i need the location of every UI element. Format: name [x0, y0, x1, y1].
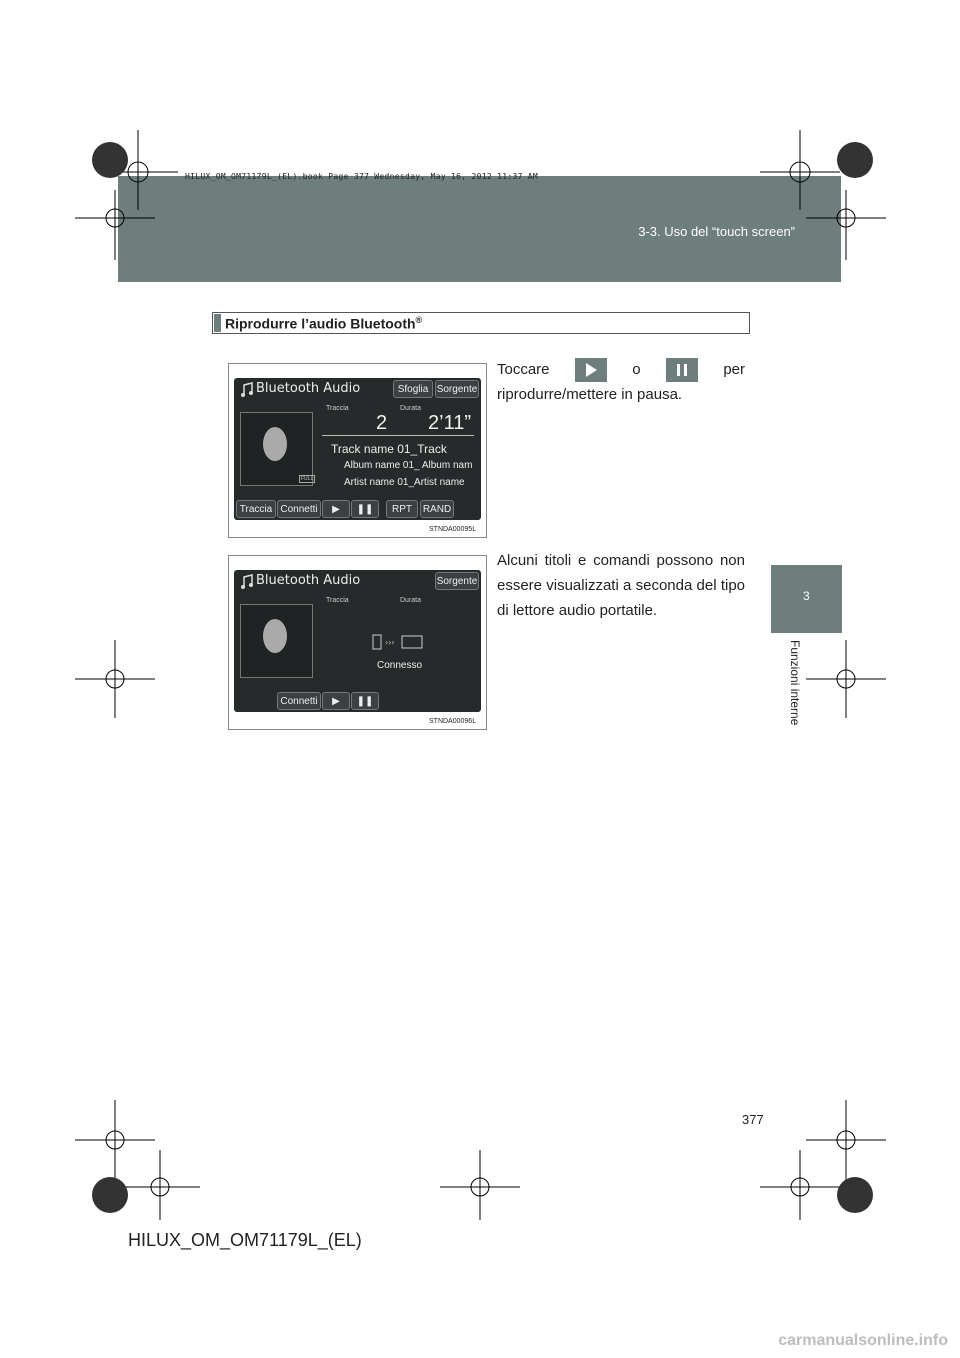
image-code: STNDA00096L [429, 718, 477, 725]
book-info-line: HILUX_OM_OM71179L_(EL).book Page 377 Wednesday, May 16, 2012 11:37 AM [185, 172, 539, 181]
paragraph-note: Alcuni titoli e comandi possono non essere visualizzati a seconda del tipo di lettore audio portatile. [497, 552, 745, 619]
screen-title: Bluetooth Audio [256, 381, 361, 396]
play-button[interactable]: ▶ [322, 692, 350, 710]
track-number: 2 [376, 412, 388, 434]
track-label: Traccia [326, 405, 349, 412]
track-button[interactable]: Traccia [236, 500, 276, 518]
heading-text: Riprodurre l’audio Bluetooth [225, 315, 416, 332]
artist-name: Artist name 01_Artist name [344, 477, 465, 488]
image-code: STNDA00095L [429, 526, 477, 533]
duration-label: Durata [400, 597, 422, 604]
pause-button[interactable]: ❚❚ [351, 692, 379, 710]
track-name: Track name 01_Track [331, 442, 447, 456]
registered-mark: ® [415, 315, 423, 325]
browse-button[interactable]: Sfoglia [393, 380, 433, 398]
screen-title: Bluetooth Audio [256, 573, 361, 588]
battery-badge: FULL [301, 476, 314, 482]
chapter-label-text: Funzioni interne [788, 640, 802, 726]
connection-status: Connesso [377, 660, 423, 671]
play-button[interactable]: ▶ [322, 500, 350, 518]
track-duration: 2’11” [428, 412, 471, 434]
repeat-button[interactable]: RPT [386, 500, 418, 518]
track-label: Traccia [326, 597, 349, 604]
source-button[interactable]: Sorgente [435, 380, 479, 398]
watermark: carmanualsonline.info [778, 1332, 948, 1349]
album-name: Album name 01_ Album nam [344, 460, 473, 471]
document-code: HILUX_OM_OM71179L_(EL) [128, 1230, 362, 1250]
svg-text:›››: ››› [385, 638, 395, 647]
section-title: 3-3. Uso del “touch screen” [638, 224, 795, 239]
paragraph-play-pause: Toccare o per riprodurre/mettere in pausa. [497, 357, 745, 407]
random-button[interactable]: RAND [420, 500, 454, 518]
page-number: 377 [742, 1112, 764, 1127]
pause-button[interactable]: ❚❚ [351, 500, 379, 518]
source-button[interactable]: Sorgente [435, 572, 479, 590]
chapter-number: 3 [803, 589, 810, 603]
connect-button[interactable]: Connetti [277, 692, 321, 710]
connect-button[interactable]: Connetti [277, 500, 321, 518]
duration-label: Durata [400, 405, 422, 412]
